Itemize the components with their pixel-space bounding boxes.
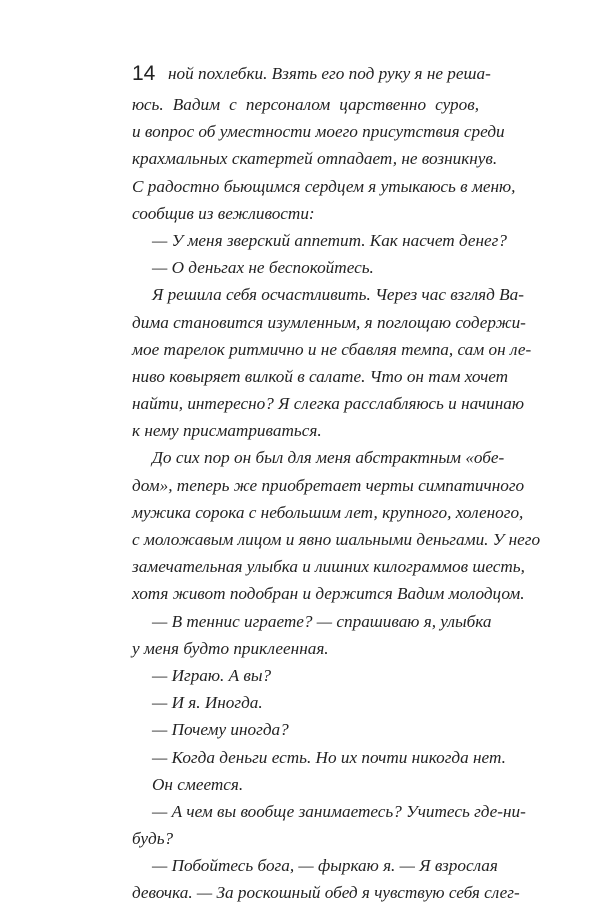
text-line: До сих пор он был для меня абстрактным «обе- — [152, 448, 505, 468]
text-line: — Побойтесь бога, — фыркаю я. — Я взрослая — [152, 856, 498, 876]
text-line: мое тарелок ритмично и не сбавляя темпа, сам он ле- — [132, 339, 532, 359]
text-line: — У меня зверский аппетит. Как насчет денег? — [152, 230, 507, 250]
text-line: — Почему иногда? — [152, 720, 289, 740]
page-number: 14 — [132, 62, 156, 85]
text-line: к нему присматриваться. — [132, 421, 322, 441]
text-line: с моложавым лицом и явно шальными деньгами. У него — [132, 530, 541, 549]
text-line: девочка. — За роскошный обед я чувствую себя слег- — [132, 883, 520, 903]
text-line: — А чем вы вообще занимаетесь? Учитесь где-ни- — [152, 801, 526, 821]
text-line: ниво ковыряет вилкой в салате. Что он там хочет — [132, 366, 509, 386]
text-line: ной похлебки. Взять его под руку я не реша- — [168, 64, 491, 83]
text-line: дом», теперь же приобретает черты симпатичного — [132, 475, 525, 495]
text-line: — Когда деньги есть. Но их почти никогда нет. — [152, 747, 506, 767]
text-line: и вопрос об уместности моего присутствия среди — [132, 122, 505, 142]
text-line: найти, интересно? Я слегка расслабляюсь и начинаю — [132, 394, 524, 414]
text-line: хотя живот подобран и держится Вадим молодцом. — [132, 584, 525, 604]
text-line: — Играю. А вы? — [152, 665, 272, 685]
page-text — [132, 57, 541, 907]
text-line: Он смеется. — [152, 774, 244, 794]
text-line: юсь. Вадим с персоналом царственно суров, — [132, 95, 479, 114]
text-line: С радостно бьющимся сердцем я утыкаюсь в меню, — [132, 176, 516, 196]
text-line: Я решила себя осчастливить. Через час взгляд Ва- — [152, 285, 524, 305]
text-line: — В теннис играете? — спрашиваю я, улыбка — [152, 611, 492, 631]
text-line: у меня будто приклеенная. — [132, 638, 329, 658]
text-line: замечательная улыбка и лишних килограммов шесть, — [132, 557, 525, 577]
text-line: крахмальных скатертей отпадает, не возникнув. — [132, 149, 498, 169]
text-line: мужика сорока с небольшим лет, крупного, холеного, — [132, 502, 524, 522]
text-line: — О деньгах не беспокойтесь. — [152, 258, 374, 278]
text-line: будь? — [132, 829, 174, 849]
text-line: дима становится изумленным, я поглощаю содержи- — [132, 312, 526, 332]
text-line: — И я. Иногда. — [152, 693, 263, 713]
text-line: сообщив из вежливости: — [132, 203, 315, 223]
